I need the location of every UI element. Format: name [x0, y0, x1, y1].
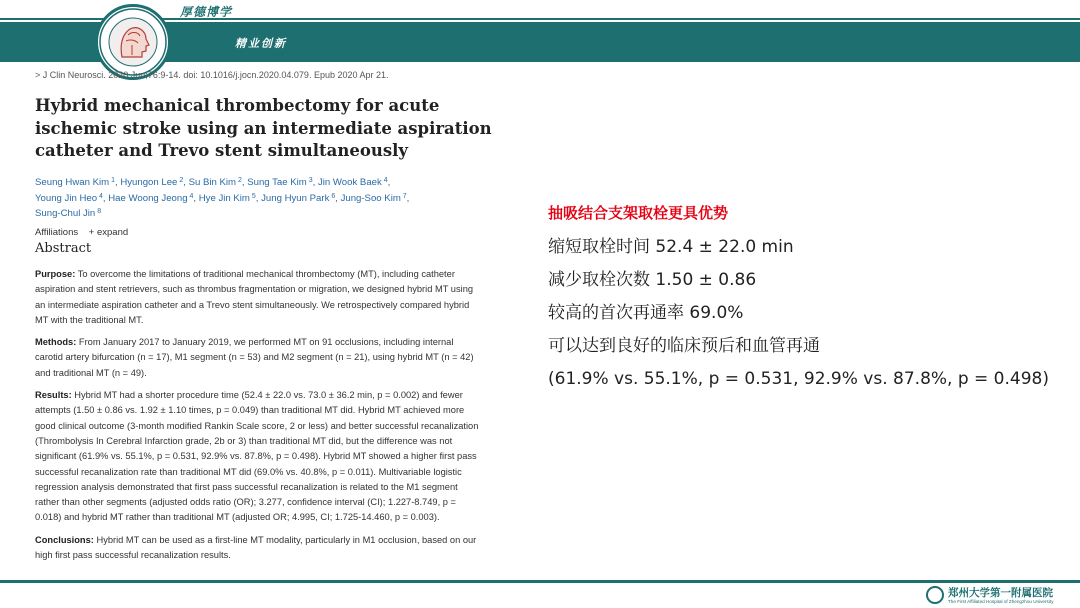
- institution-name-en: The First Affiliated Hospital of Zhengzhou University: [948, 599, 1054, 604]
- abstract-section-text: To overcome the limitations of traditional mechanical thrombectomy (MT), including catheter aspiration and stent retrievers, such as thrombus fragmentation or migration, we designed hybrid MT using an intermediate aspiration catheter and a Trevo stent simultaneously. We retrospectively compared hybrid MT with the traditional MT.: [35, 269, 474, 325]
- summary-line: 可以达到良好的临床预后和血管再通: [548, 336, 820, 356]
- citation[interactable]: > J Clin Neurosci. 2020 Jun;76:9-14. doi: 10.1016/j.jocn.2020.04.079. Epub 2020 Apr 21.: [35, 70, 389, 80]
- author-affiliation-number[interactable]: 2: [177, 177, 184, 184]
- author-link[interactable]: Su Bin Kim $^2$: [188, 177, 242, 188]
- abstract-section-text: Hybrid MT had a shorter procedure time (52.4 ± 22.0 vs. 73.0 ± 36.2 min, p = 0.002) and fewer attempts (1.50 ± 0.86 vs. 1.92 ± 1.10 times, p = 0.049) than traditional MT did. Hybrid MT achieved more good clinical outcome (3-month modified Rankin Scale score, 2 or less) and better successful recanalization (Thrombolysis In Cerebral Infarction grade, 2b or 3) than traditional MT did, but the difference was not significant (61.9% vs. 55.1%, p = 0.531, 92.9% vs. 87.8%, p = 0.498). Hybrid MT showed a higher first pass successful recanalization rate than traditional MT did (69.0% vs. 40.8%, p = 0.011). Multivariable logistic regression analysis demonstrated that first pass successful recanalization is related to the M1 segment rather than other segments (adjusted odds ratio (OR); 3.277, confidence interval (CI); 1.227-8.749, p = 0.018) and hybrid MT rather than traditional MT (adjusted OR; 4.995, CI; 1.725-14.460, p = 0.003).: [35, 390, 479, 523]
- abstract-section-text: Hybrid MT can be used as a first-line MT modality, particularly in M1 occlusion, based on our high first pass successful recanalization results.: [35, 534, 477, 561]
- author-link[interactable]: Hye Jin Kim $^5$: [198, 192, 256, 204]
- abstract-section: [35, 388, 483, 526]
- author-affiliation-number[interactable]: 2: [236, 177, 242, 184]
- abstract-section-label: Methods:: [35, 337, 77, 348]
- summary-line: 缩短取栓时间 52.4 ± 22.0 min: [548, 237, 794, 257]
- abstract-body: [35, 267, 483, 570]
- author-affiliation-number[interactable]: 4: [381, 177, 388, 184]
- author-affiliation-number[interactable]: 3: [306, 177, 313, 184]
- abstract-section: [35, 267, 483, 328]
- abstract-section: [35, 335, 483, 381]
- abstract-section: [35, 533, 483, 564]
- head-emblem-icon: [98, 7, 168, 77]
- author-link[interactable]: Young Jin Heo $^4$: [35, 192, 103, 204]
- author-affiliation-number[interactable]: 8: [95, 208, 102, 215]
- expand-affiliations-link[interactable]: + expand: [88, 227, 129, 238]
- author-link[interactable]: Hyungon Lee $^2$: [120, 177, 184, 188]
- affiliations: [35, 227, 128, 238]
- footer-line: [0, 580, 1080, 583]
- author-link[interactable]: Jung-Soo Kim $^7$: [340, 192, 407, 204]
- author-link[interactable]: Hae Woong Jeong $^4$: [108, 192, 194, 204]
- author-affiliation-number[interactable]: 1: [109, 177, 115, 184]
- abstract-section-label: Results:: [35, 390, 72, 401]
- summary-line: (61.9% vs. 55.1%, p = 0.531, 92.9% vs. 87.8%, p = 0.498): [548, 369, 1049, 389]
- summary-line: 较高的首次再通率 69.0%: [548, 303, 744, 323]
- author-link[interactable]: Jin Wook Baek $^4$: [317, 177, 388, 188]
- author-affiliation-number[interactable]: 5: [249, 192, 256, 200]
- author-list: Seung Hwan Kim $^1$, Hyungon Lee $^2$, Su Bin Kim $^2$, Sung Tae Kim $^3$, Jin Wook Baek $^4$, Young Jin Heo $^4$, Hae Woong Jeong $^4$, Hye Jin Kim $^5$, Jung Hyun Park $^6$, Jung-Soo Kim $^7$, Sung-Chul Jin $^8$: [35, 177, 410, 219]
- author-affiliation-number[interactable]: 6: [329, 192, 336, 200]
- author-affiliation-number[interactable]: 7: [400, 192, 407, 200]
- hospital-logo: [95, 4, 171, 80]
- abstract-section-text: From January 2017 to January 2019, we performed MT on 91 occlusions, including internal carotid artery bifurcation (n = 17), M1 segment (n = 53) and M2 segment (n = 21), using hybrid MT (n = 42) and traditional MT (n = 49).: [35, 337, 474, 378]
- abstract-heading: Abstract: [35, 241, 92, 256]
- paper-title: Hybrid mechanical thrombectomy for acute ischemic stroke using an intermediate aspiration catheter and Trevo stent simultaneously: [35, 96, 492, 160]
- summary-line: 减少取栓次数 1.50 ± 0.86: [548, 270, 757, 290]
- author-link[interactable]: Jung Hyun Park $^6$: [261, 192, 336, 204]
- university-logo-icon: [926, 586, 944, 604]
- author-link[interactable]: Sung Tae Kim $^3$: [247, 177, 313, 188]
- author-affiliation-number[interactable]: 4: [97, 192, 103, 200]
- summary-heading: 抽吸结合支架取栓更具优势: [548, 204, 729, 222]
- author-affiliation-number[interactable]: 4: [187, 192, 194, 200]
- motto-bottom: 精业创新: [235, 37, 287, 50]
- abstract-section-label: Conclusions:: [35, 534, 94, 545]
- summary-panel: [548, 200, 1058, 401]
- affiliations-label: Affiliations: [35, 227, 79, 238]
- author-link[interactable]: Sung-Chul Jin $^8$: [35, 208, 102, 219]
- author-link[interactable]: Seung Hwan Kim $^1$: [35, 177, 115, 188]
- abstract-section-label: Purpose:: [35, 269, 76, 279]
- motto-top: 厚德博学: [180, 5, 233, 19]
- institution-name: 郑州大学第一附属医院: [948, 587, 1053, 599]
